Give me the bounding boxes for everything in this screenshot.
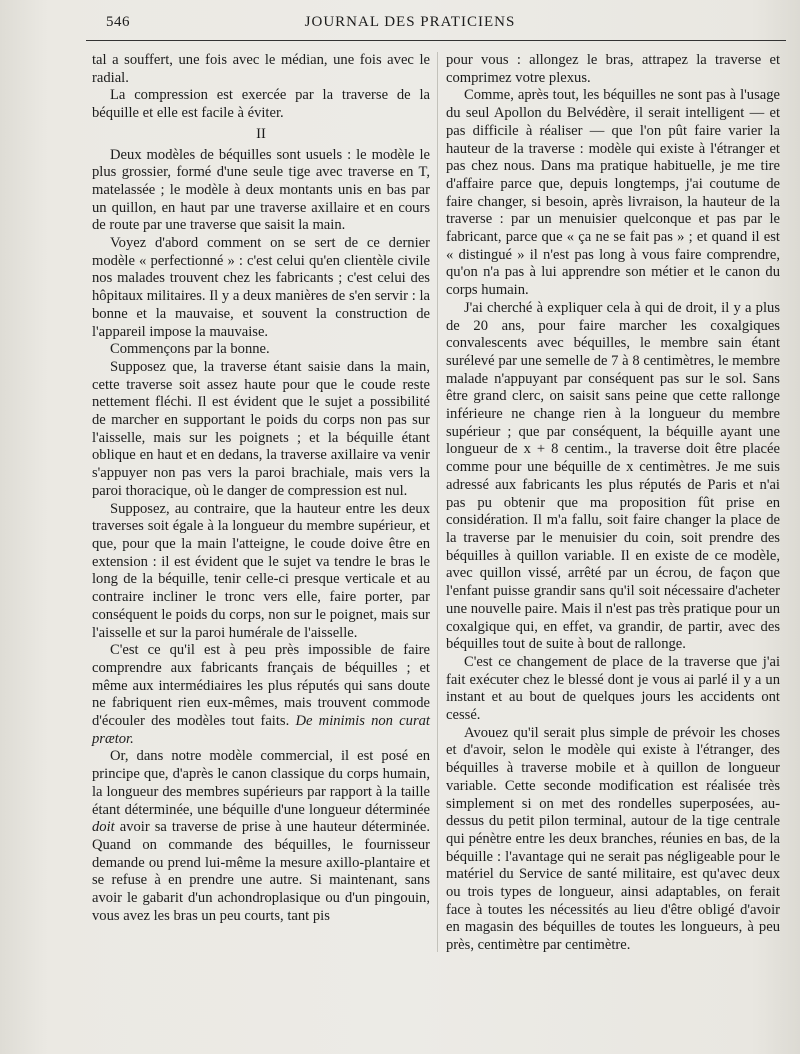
- paragraph: La compression est exercée par la traverse de la béquille et elle est facile à éviter.: [92, 87, 430, 122]
- paragraph-text: Or, dans notre modèle commercial, il est posé en principe que, d'après le canon classique du corps humain, la longueur des membres supérieurs par rapport à la taille étant déterminée, une béquille d'une longueur déterminée: [92, 748, 430, 818]
- left-column: [92, 52, 430, 925]
- section-numeral: II: [256, 125, 266, 142]
- paragraph: pour vous : allongez le bras, attrapez la traverse et comprimez votre plexus.: [446, 52, 780, 86]
- paragraph: Deux modèles de béquilles sont usuels : le modèle le plus grossier, formé d'une seule tige avec traverse en T, matelassée ; le modèle à deux montants unis en bas par un quillon, en haut par une traverse axillaire et en cours de route par une traverse que saisit la main.: [92, 146, 430, 234]
- paragraph-text: C'est ce qu'il est à peu près impossible de faire comprendre aux fabricants français de béquilles ; et même aux intermédiaires les plus réputés qui sans doute ne fabriquent rien eux-mêmes, mais trouvent commode d'écouler des modèles tout faits.: [92, 642, 430, 730]
- emphasis-doit: doit: [92, 819, 115, 836]
- paragraph: Voyez d'abord comment on se sert de ce dernier modèle « perfectionné » : c'est celui qu'en clientèle civile nos malades trouvent chez les fabricants ; c'est celui des hôpitaux militaires. Il y a deux manières de s'en servir : la bonne et la mauvaise, et souvent la construction de l'appareil impose la mauvaise.: [92, 235, 430, 340]
- paragraph: tal a souffert, une fois avec le médian, une fois avec le radial.: [92, 52, 430, 86]
- header-rule: [86, 40, 786, 41]
- paragraph: J'ai cherché à expliquer cela à qui de droit, il y a plus de 20 ans, pour faire marcher les coxalgiques convalescents avec béquilles, le membre sain étant surélevé par une semelle de 7 à 8 centimètres, le membre malade n'appuyant par conséquent pas sur le sol. Sans être grand clerc, on saisit sans peine que cette rallonge inférieure ne change rien à la longueur du membre supérieur ; que par conséquent, la béquille ayant une longueur de x + 8 centim., la traverse doit être placée comme pour une béquille de x centimètres. Je me suis adressé aux fabricants les plus réputés de Paris et n'ai pas pu obtenir que ma proposition fût prise en considération. Il m'a fallu, soit faire changer la place de la traverse par le menuisier du coin, soit prendre des béquilles à quillon variable. Il en existe de ce modèle, avec quillon vissé, arrêté par un écrou, de façon que l'enfant puisse grandir sans qu'il soit nécessaire d'acheter une nouvelle paire. Mais il n'est pas très pratique pour un coxalgique qui, en effet, va grandir, de partir, avec des béquilles tout de suite à bout de rallonge.: [446, 299, 780, 653]
- page-header: [40, 14, 780, 40]
- paragraph: [92, 642, 430, 748]
- paragraph: Comme, après tout, les béquilles ne sont pas à l'usage du seul Apollon du Belvédère, il serait intelligent — et pas difficile à réaliser — que l'on pût faire varier la hauteur de la traverse : modèle qui existe à l'étranger et pas chez nous. Dans ma pratique habituelle, je me tire d'affaire parce que, depuis longtemps, j'ai coutume de faire changer, si besoin, après livraison, la hauteur de la traverse : par un menuisier quelconque et pas par le fabricant, parce que « ça ne se fait pas » ; et quand il est « distingué » il n'est pas long à vous faire comprendre, qu'on n'a pas à lui apprendre son métier et le canon du corps humain.: [446, 87, 780, 299]
- paragraph-text: avoir sa traverse de prise à une hauteur déterminée. Quand on commande des béquilles, le fournisseur demande ou prend lui-même la mesure axillo-plantaire et se refuse à en prendre une autre. Si maintenant, sans avoir le gabarit d'un achondroplasique ou d'un pingouin, vous avez les bras un peu courts, tant pis: [92, 819, 431, 924]
- paragraph: [92, 748, 430, 925]
- right-column: [446, 52, 780, 955]
- latin-quote: De minimis non curat prætor.: [92, 713, 430, 747]
- page-number: 546: [106, 14, 130, 30]
- paragraph: Supposez, au contraire, que la hauteur entre les deux traverses soit égale à la longueur du membre supérieur, et que, pour que la main l'atteigne, le coude doive être en extension : il est évident que le sujet va tendre le bras le long de la béquille, tenir celle-ci presque verticale et au contraire incliner le tronc vers elle, faire porter, par conséquent le poids du corps, non sur le poignet, mais sur l'aisselle et sur la paroi humérale de l'aisselle.: [92, 500, 430, 641]
- paragraph: Supposez que, la traverse étant saisie dans la main, cette traverse soit assez haute pour que le coude reste nettement fléchi. Il est évident que le sujet a possibilité de marcher en supportant le poids du corps non pas sur l'aisselle, mais sur les poignets ; et la béquille étant oblique en haut et en dedans, la traverse axillaire va venir s'appuyer non pas vers la paroi brachiale, mais vers la paroi thoracique, où le danger de compression est nul.: [92, 358, 430, 499]
- paragraph: Avouez qu'il serait plus simple de prévoir les choses et d'avoir, selon le modèle qui existe à l'étranger, des béquilles à traverse mobile et à quillon de longueur variable. Cette seconde modification est réalisée très simplement si on met des rondelles superposées, au-dessus du petit pilon terminal, autour de la tige centrale qui pénètre entre les deux branches, réunies en bas, de la béquille : l'avantage qui ne serait pas négligeable pour le matériel du Service de santé militaire, est qu'avec deux ou trois types de longueur, ainsi adaptables, on ferait face à toutes les nécessités au lieu d'être obligé d'avoir en magasin des béquilles de toutes les longueurs, à peu près, centimètre par centimètre.: [446, 724, 780, 954]
- paragraph: Commençons par la bonne.: [110, 341, 270, 358]
- column-divider: [437, 52, 438, 952]
- paragraph: C'est ce changement de place de la traverse que j'ai fait exécuter chez le blessé dont je vous ai parlé il y a un instant et au bout de quelques jours les accidents ont cessé.: [446, 653, 780, 724]
- journal-title: JOURNAL DES PRATICIENS: [304, 14, 516, 30]
